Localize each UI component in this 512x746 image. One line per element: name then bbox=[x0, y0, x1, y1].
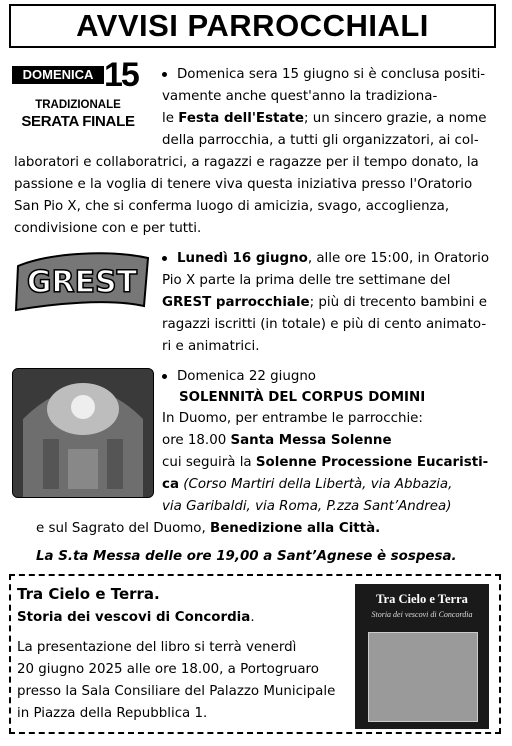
book-p3: presso la Sala Consiliare del Palazzo Municipale bbox=[17, 684, 336, 699]
book-cover-subtitle: Storia dei vescovi di Concordia bbox=[371, 610, 473, 619]
item1-line1: Domenica sera 15 giugno si è conclusa positi- bbox=[162, 64, 485, 86]
item1-line4: della parrocchia, a tutti gli organizzatori, ai col- bbox=[162, 133, 479, 148]
item2-line2: Pio X parte la prima delle tre settimane del bbox=[162, 273, 451, 288]
grest-logo bbox=[12, 248, 152, 314]
book-cover-title: Tra Cielo e Terra bbox=[376, 592, 468, 606]
item3-line5: cui seguirà la Solenne Processione Eucaristi- bbox=[162, 455, 489, 470]
page-title: AVVISI PARROCCHIALI bbox=[9, 4, 496, 48]
domenica-label: DOMENICA bbox=[12, 66, 104, 84]
bullet-icon bbox=[162, 256, 167, 261]
svg-text:GREST: GREST bbox=[26, 265, 138, 300]
item1-line2: vamente anche quest'anno la tradiziona- bbox=[162, 89, 438, 104]
item1-line7: San Pio X, che si conferma luogo di amicizia, svago, accoglienza, bbox=[14, 199, 450, 214]
book-cover-image bbox=[368, 632, 478, 722]
bullet-icon bbox=[162, 72, 167, 77]
item1-line3: le Festa dell'Estate; un sincero grazie, a nome bbox=[162, 111, 487, 126]
item3-line3: In Duomo, per entrambe le parrocchie: bbox=[162, 411, 423, 426]
item1-line6: passione e la voglia di tenere viva questa iniziativa presso l'Oratorio bbox=[14, 177, 473, 192]
bullet-icon bbox=[162, 374, 167, 379]
book-subtitle: Storia dei vescovi di Concordia. bbox=[17, 610, 255, 625]
item2-line3: GREST parrocchiale; più di trecento bambini e bbox=[162, 295, 487, 310]
logo-line1: TRADIZIONALE bbox=[35, 99, 121, 111]
item3-line6: ca (Corso Martiri della Libertà, via Abbazia, bbox=[162, 477, 453, 492]
item3-line2: SOLENNITÀ DEL CORPUS DOMINI bbox=[179, 390, 426, 405]
item3-line8: e sul Sagrato del Duomo, Benedizione alla Città. bbox=[36, 521, 381, 536]
book-p1: La presentazione del libro si terrà venerdì bbox=[17, 640, 297, 655]
corpus-domini-painting bbox=[12, 368, 154, 498]
item3-line1: Domenica 22 giugno bbox=[162, 366, 316, 388]
item3-line4: ore 18.00 Santa Messa Solenne bbox=[162, 433, 392, 448]
book-p2: 20 giugno 2025 alle ore 18.00, a Portogruaro bbox=[17, 662, 319, 677]
domenica-number: 15 bbox=[104, 56, 138, 94]
item2-line4: ragazzi iscritti (in totale) e più di cento animato- bbox=[162, 317, 487, 332]
book-p4: in Piazza della Repubblica 1. bbox=[17, 706, 208, 721]
item1-line5: laboratori e collaboratrici, a ragazzi e ragazze per il tempo donato, la bbox=[14, 155, 479, 170]
item2-line1: Lunedì 16 giugno, alle ore 15:00, in Oratorio bbox=[162, 248, 489, 270]
book-title: Tra Cielo e Terra. bbox=[17, 585, 160, 603]
mass-suspended-note: La S.ta Messa delle ore 19,00 a Sant’Agnese è sospesa. bbox=[36, 549, 457, 564]
item3-line7: via Garibaldi, via Roma, P.zza Sant’Andrea) bbox=[162, 499, 452, 514]
logo-line2: SERATA FINALE bbox=[21, 113, 135, 130]
item2-line5: ri e animatrici. bbox=[162, 339, 260, 354]
item1-line8: condivisione con e per tutti. bbox=[14, 221, 202, 236]
